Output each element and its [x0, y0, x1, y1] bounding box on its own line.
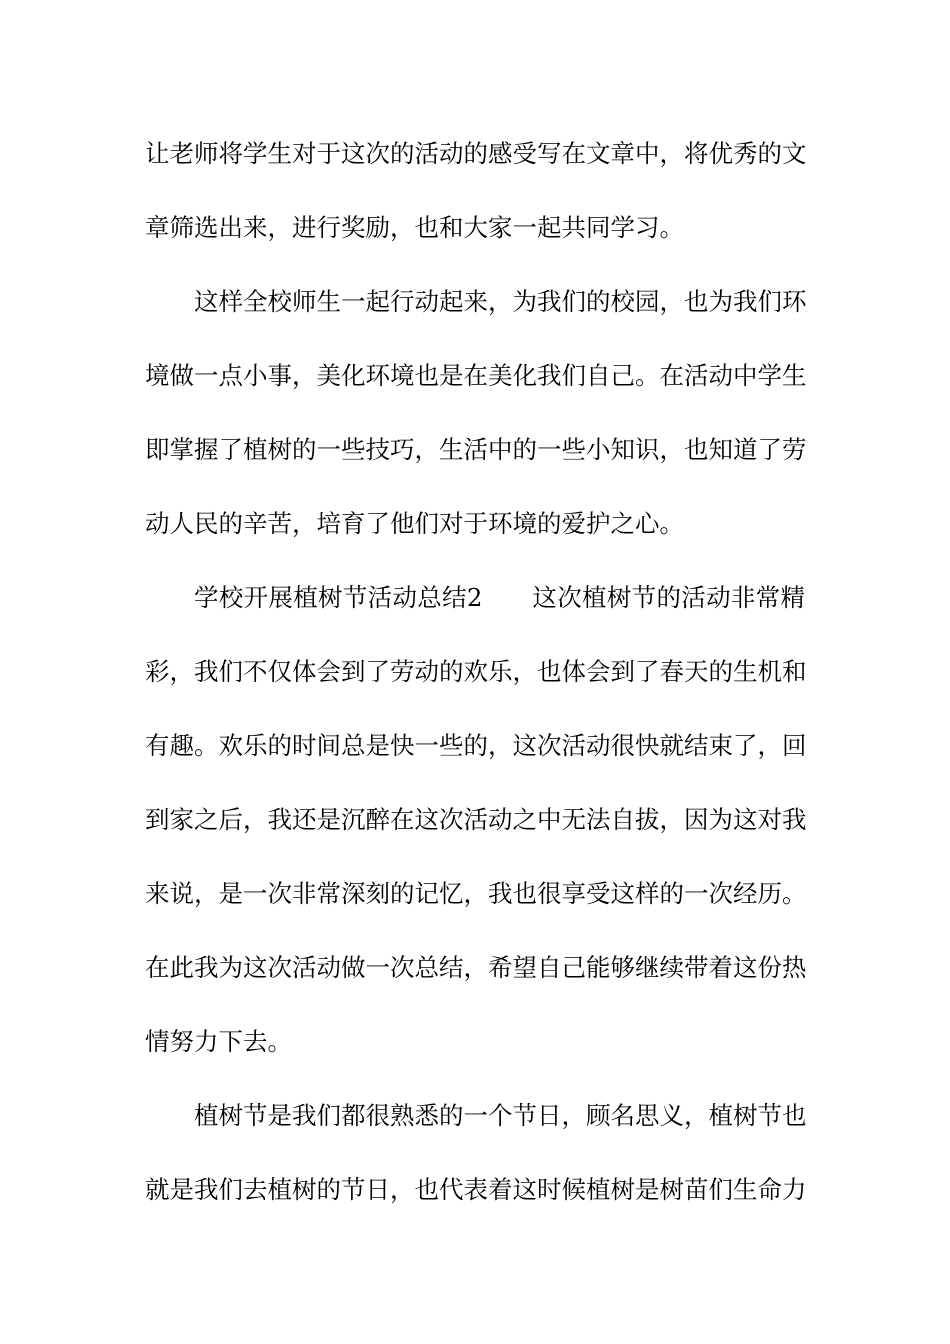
text-line-1: 让老师将学生对于这次的活动的感受写在文章中，将优秀的文: [145, 139, 807, 168]
text-line-13: 情努力下去。: [145, 1027, 292, 1056]
body-text: [145, 126, 805, 1236]
text-line-11: 来说，是一次非常深刻的记忆，我也很享受这样的一次经历。: [145, 879, 807, 908]
text-line-2: 章筛选出来，进行奖励，也和大家一起共同学习。: [145, 213, 684, 242]
text-line-15: 就是我们去植树的节日，也代表着这时候植树是树苗们生命力: [145, 1175, 807, 1204]
text-line-10: 到家之后，我还是沉醉在这次活动之中无法自拔，因为这对我: [145, 805, 807, 834]
text-line-4: 境做一点小事，美化环境也是在美化我们自己。在活动中学生: [145, 361, 807, 390]
text-line-9: 有趣。欢乐的时间总是快一些的，这次活动很快就结束了，回: [145, 731, 807, 760]
text-line-7: 学校开展植树节活动总结2 这次植树节的活动非常精: [194, 583, 805, 612]
text-line-12: 在此我为这次活动做一次总结，希望自己能够继续带着这份热: [145, 953, 807, 982]
text-line-3: 这样全校师生一起行动起来，为我们的校园，也为我们环: [194, 287, 807, 316]
text-line-5: 即掌握了植树的一些技巧，生活中的一些小知识，也知道了劳: [145, 435, 807, 464]
text-line-14: 植树节是我们都很熟悉的一个节日，顾名思义，植树节也: [194, 1101, 807, 1130]
text-line-6: 动人民的辛苦，培育了他们对于环境的爱护之心。: [145, 509, 684, 538]
text-line-8: 彩，我们不仅体会到了劳动的欢乐，也体会到了春天的生机和: [145, 657, 807, 686]
